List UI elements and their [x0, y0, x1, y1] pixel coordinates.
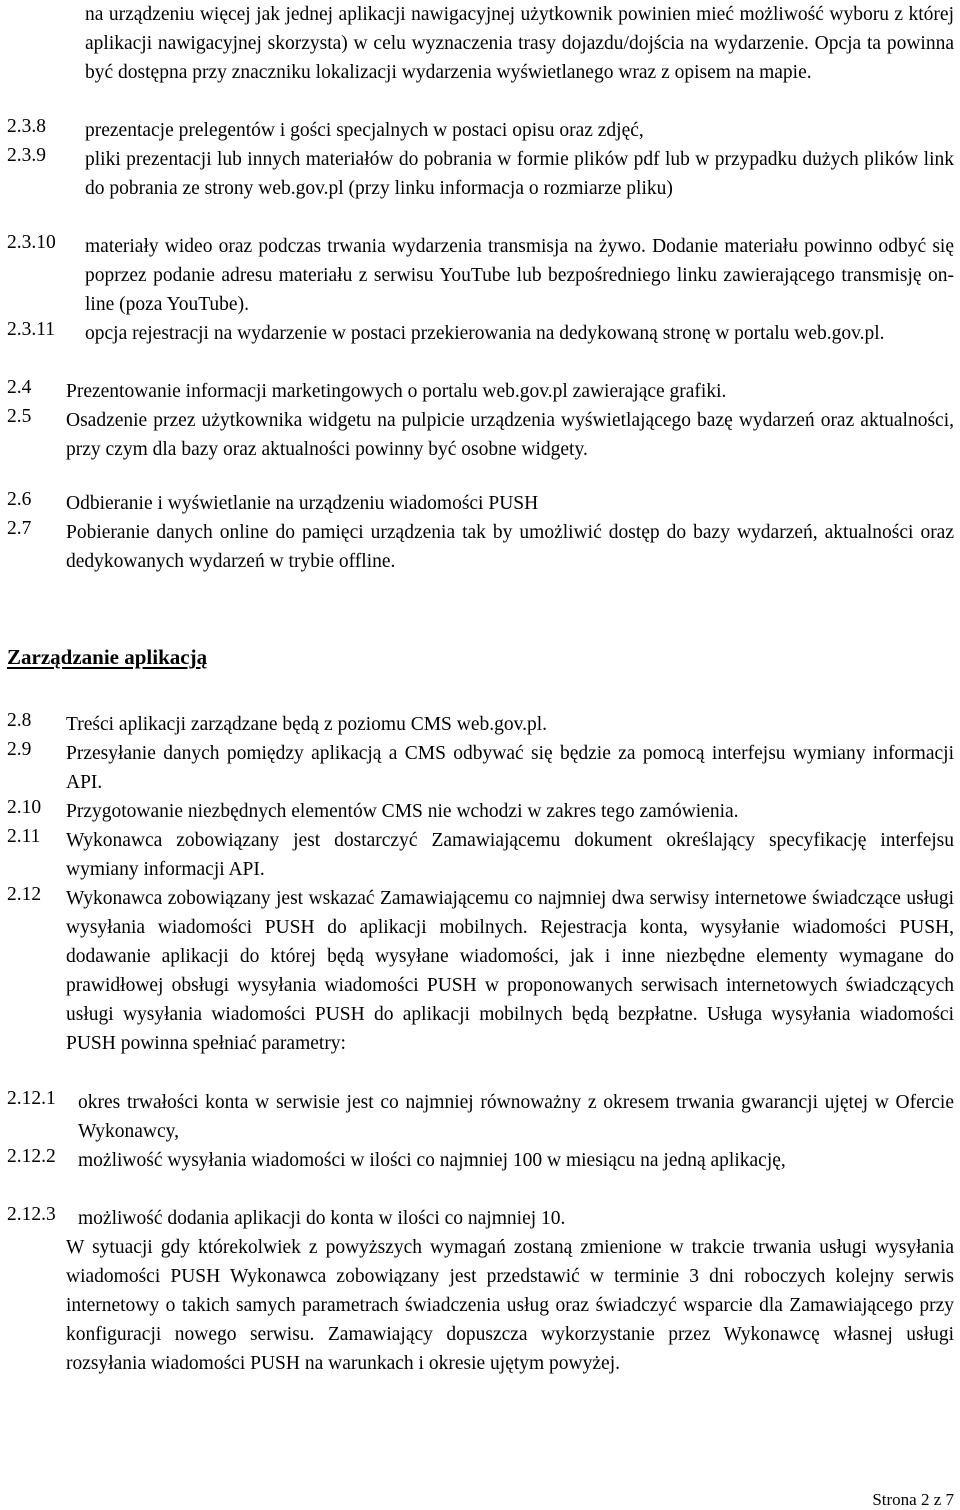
- item-number: 2.9: [7, 739, 32, 760]
- item-text: opcja rejestracji na wydarzenie w postaci przekierowania na dedykowaną stronę w portalu web.gov.pl.: [85, 323, 885, 344]
- item-number: 2.12.2: [7, 1146, 56, 1167]
- item-text: Osadzenie przez użytkownika widgetu na pulpicie urządzenia wyświetlającego bazę wydarzeń oraz aktualności, przy czym dla bazy oraz aktualności powinny być osobne widgety.: [66, 410, 954, 460]
- item-text: Wykonawca zobowiązany jest wskazać Zamawiającemu co najmniej dwa serwisy internetowe świadczące usługi wysyłania wiadomości PUSH do aplikacji mobilnych. Rejestracja konta, wysyłanie wiadomości PUSH, dodawanie aplikacji do której będą wysyłane wiadomości, jak i inne niezbędne elementy wymagane do prawidłowej obsługi wysyłania wiadomości PUSH w proponowanych serwisach internetowych świadczących usługi wysyłania wiadomości PUSH do aplikacji mobilnych będą bezpłatne. Usługa wysyłania wiadomości PUSH powinna spełniać parametry:: [66, 888, 954, 1054]
- item-text: prezentacje prelegentów i gości specjalnych w postaci opisu oraz zdjęć,: [85, 120, 644, 141]
- item-number: 2.11: [7, 826, 41, 847]
- page-number: Strona 2 z 7: [872, 1490, 954, 1509]
- item-number: 2.5: [7, 406, 32, 427]
- item-text: okres trwałości konta w serwisie jest co najmniej równoważny z okresem trwania gwarancji ujętej w Ofercie Wykonawcy,: [78, 1092, 954, 1142]
- item-number: 2.12.3: [7, 1204, 56, 1225]
- item-number: 2.6: [7, 489, 32, 510]
- closing-paragraph: W sytuacji gdy którekolwiek z powyższych wymagań zostaną zmienione w trakcie trwania usługi wysyłania wiadomości PUSH Wykonawca zobowiązany jest przedstawić w terminie 3 dni roboczych kolejny serwis internetowy o takich samych parametrach świadczenia usług oraz świadczyć wsparcie dla Zamawiającego przy konfiguracji nowego serwisu. Zamawiający dopuszcza wykorzystanie przez Wykonawcę własnej usługi rozsyłania wiadomości PUSH na warunkach i okresie ujętym powyżej.: [66, 1237, 954, 1374]
- item-number: 2.8: [7, 710, 32, 731]
- item-text: Treści aplikacji zarządzane będą z poziomu CMS web.gov.pl.: [66, 714, 548, 735]
- item-number: 2.4: [7, 377, 32, 398]
- item-text: Wykonawca zobowiązany jest dostarczyć Zamawiającemu dokument określający specyfikację interfejsu wymiany informacji API.: [66, 830, 954, 880]
- item-text: Przygotowanie niezbędnych elementów CMS nie wchodzi w zakres tego zamówienia.: [66, 801, 739, 822]
- item-number: 2.3.9: [7, 145, 46, 166]
- item-text: na urządzeniu więcej jak jednej aplikacji nawigacyjnej użytkownik powinien mieć możliwość wyboru z której aplikacji nawigacyjnej skorzysta) w celu wyznaczenia trasy dojazdu/dojścia na wydarzenie. Opcja ta powinna być dostępna przy znaczniku lokalizacji wydarzenia wyświetlanego wraz z opisem na mapie.: [85, 4, 954, 83]
- item-text: Pobieranie danych online do pamięci urządzenia tak by umożliwić dostęp do bazy wydarzeń, aktualności oraz dedykowanych wydarzeń w trybie offline.: [66, 522, 954, 572]
- item-number: 2.3.11: [7, 319, 56, 340]
- item-number: 2.10: [7, 797, 42, 818]
- item-text: Przesyłanie danych pomiędzy aplikacją a CMS odbywać się będzie za pomocą interfejsu wymiany informacji API.: [66, 743, 954, 793]
- item-text: Odbieranie i wyświetlanie na urządzeniu wiadomości PUSH: [66, 493, 539, 514]
- item-number: 2.12.1: [7, 1088, 56, 1109]
- item-text: pliki prezentacji lub innych materiałów do pobrania w formie plików pdf lub w przypadku dużych plików link do pobrania ze strony web.gov.pl (przy linku informacja o rozmiarze pliku): [85, 149, 954, 199]
- item-text: możliwość dodania aplikacji do konta w ilości co najmniej 10.: [78, 1208, 566, 1229]
- item-number: 2.3.8: [7, 116, 46, 137]
- item-number: 2.12: [7, 884, 42, 905]
- item-number: 2.7: [7, 518, 32, 539]
- item-number: 2.3.10: [7, 232, 56, 253]
- item-text: Prezentowanie informacji marketingowych o portalu web.gov.pl zawierające grafiki.: [66, 381, 727, 402]
- item-text: materiały wideo oraz podczas trwania wydarzenia transmisja na żywo. Dodanie materiału powinno odbyć się poprzez podanie adresu materiału z serwisu YouTube lub bezpośredniego linku zawierającego transmisję on-line (poza YouTube).: [85, 236, 954, 315]
- item-text: możliwość wysyłania wiadomości w ilości co najmniej 100 w miesiącu na jedną aplikację,: [78, 1150, 786, 1171]
- section-heading: Zarządzanie aplikacją: [7, 645, 208, 669]
